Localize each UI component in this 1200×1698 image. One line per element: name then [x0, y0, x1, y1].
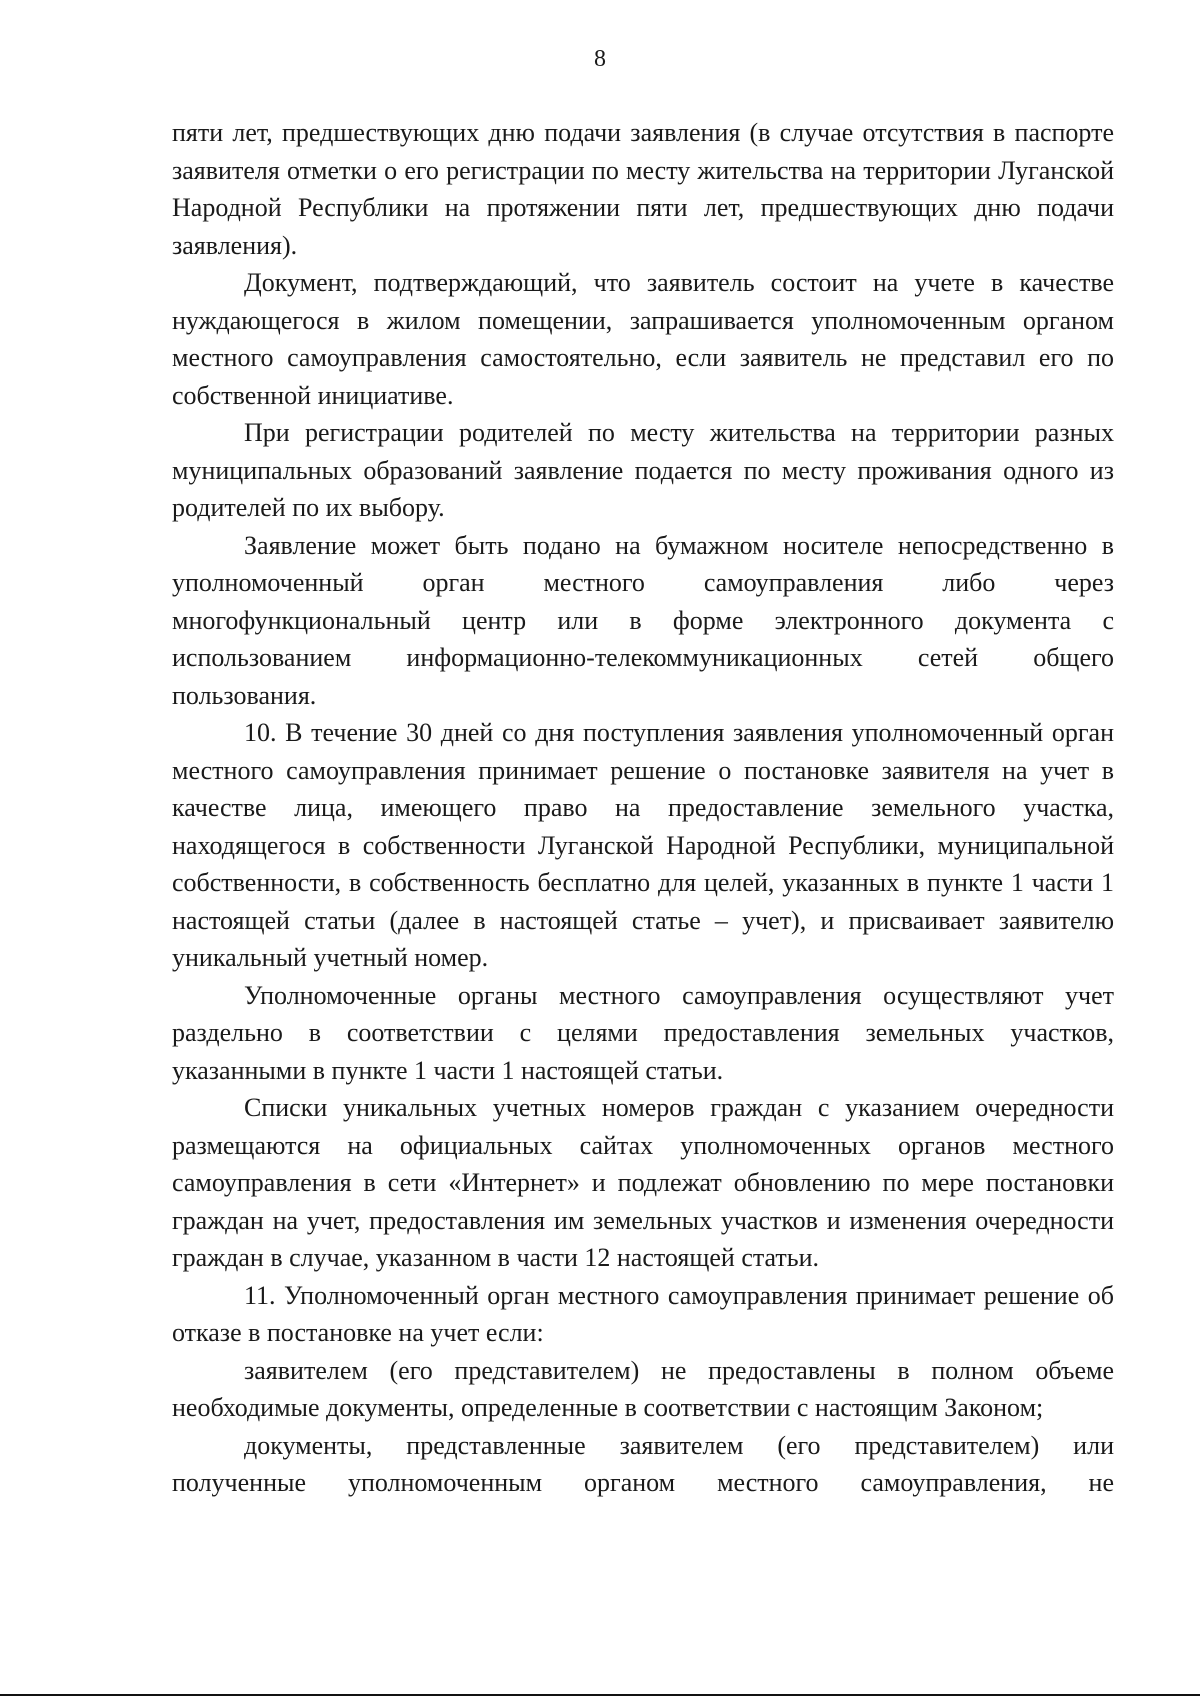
paragraph: пяти лет, предшествующих дню подачи заявления (в случае отсутствия в паспорте заявителя отметки о его регистрации по месту жительства на территории Луганской Народной Республики на протяжении пяти лет, предшествующих дню подачи заявления). — [172, 118, 1114, 260]
page-number: 8 — [594, 46, 606, 72]
paragraph: Заявление может быть подано на бумажном носителе непосредственно в уполномоченный орган местного самоуправления либо через многофункциональный центр или в форме электронного документа с использованием информационно-телекоммуникационных сетей общего пользования. — [172, 530, 1114, 710]
paragraph: Уполномоченные органы местного самоуправления осуществляют учет раздельно в соответствии с целями предоставления земельных участков, указанными в пункте 1 части 1 настоящей статьи. — [172, 980, 1114, 1085]
paragraph: Списки уникальных учетных номеров граждан с указанием очередности размещаются на официальных сайтах уполномоченных органов местного самоуправления в сети «Интернет» и подлежат обновлению по мере постановки граждан на учет, предоставления им земельных участков и изменения очередности граждан в случае, указанном в части 12 настоящей статьи. — [172, 1093, 1114, 1272]
paragraph: Документ, подтверждающий, что заявитель состоит на учете в качестве нуждающегося в жилом помещении, запрашивается уполномоченным органом местного самоуправления самостоятельно, если заявитель не представил его по собственной инициативе. — [172, 268, 1114, 410]
paragraph: 11. Уполномоченный орган местного самоуправления принимает решение об отказе в постановке на учет если: — [172, 1280, 1114, 1347]
document-body — [172, 114, 1114, 1502]
paragraph: При регистрации родителей по месту жительства на территории разных муниципальных образований заявление подается по месту проживания одного из родителей по их выбору. — [172, 418, 1114, 522]
page-bottom-border — [0, 1694, 1200, 1696]
paragraph: документы, представленные заявителем (его представителем) или полученные уполномоченным органом местного самоуправления, не — [172, 1430, 1114, 1497]
paragraph: заявителем (его представителем) не предоставлены в полном объеме необходимые документы, определенные в соответствии с настоящим Законом; — [172, 1355, 1114, 1422]
paragraph: 10. В течение 30 дней со дня поступления заявления уполномоченный орган местного самоуправления принимает решение о постановке заявителя на учет в качестве лица, имеющего право на предоставление земельного участка, находящегося в собственности Луганской Народной Республики, муниципальной собственности, в собственность бесплатно для целей, указанных в пункте 1 части 1 настоящей статьи (далее в настоящей статье – учет), и присваивает заявителю уникальный учетный номер. — [172, 718, 1114, 972]
